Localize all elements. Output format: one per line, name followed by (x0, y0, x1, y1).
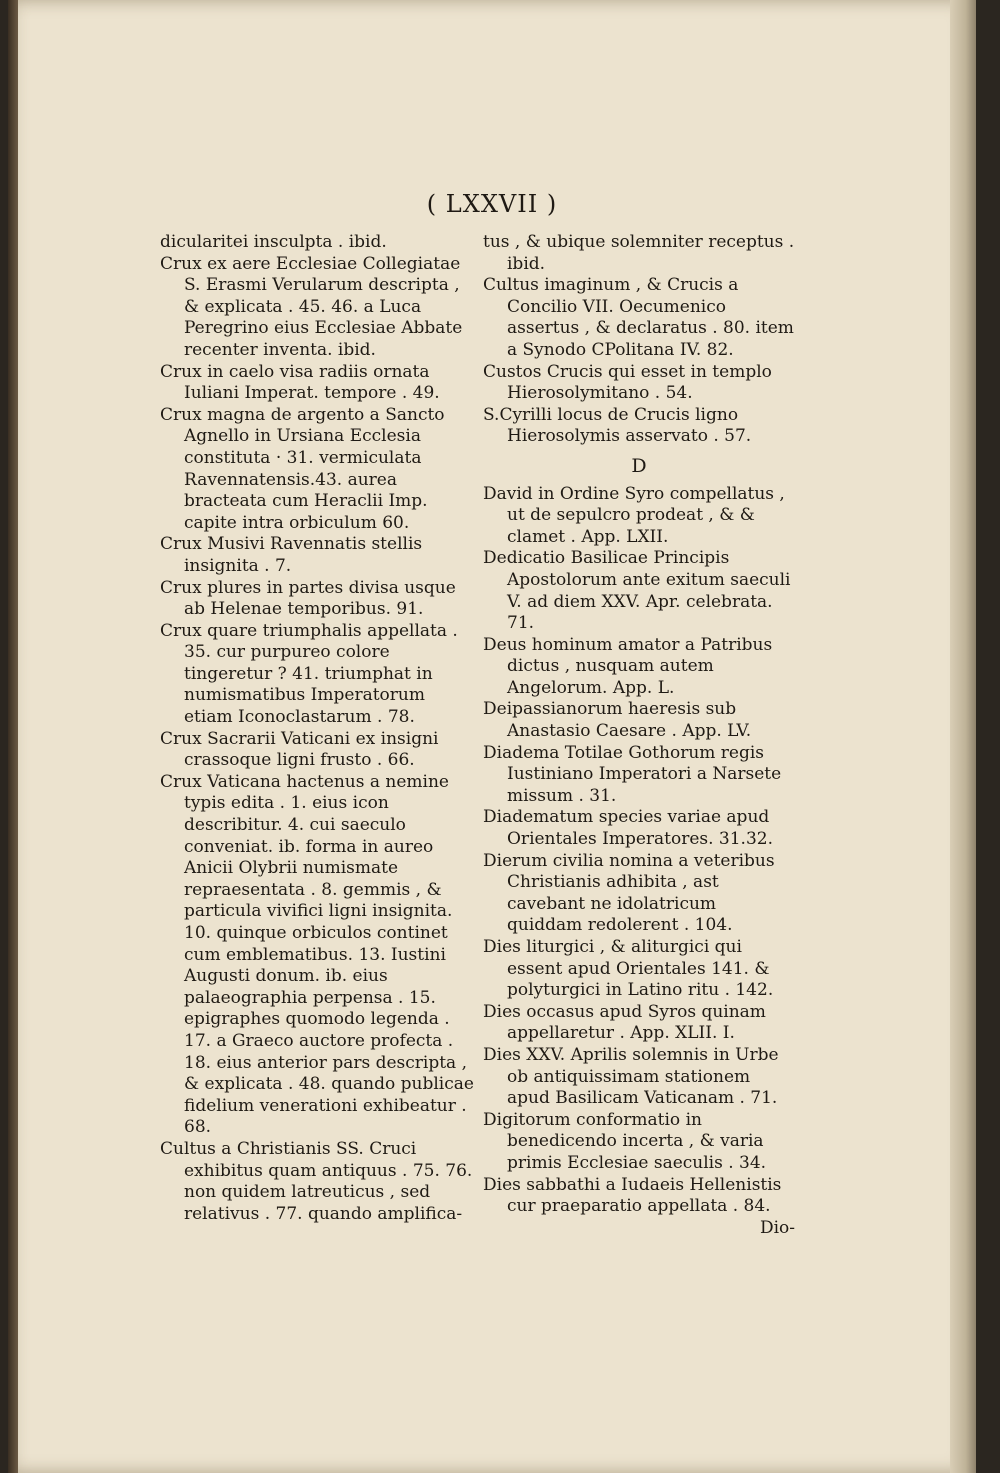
index-entry: Crux ex aere Ecclesiae Collegiatae S. Erasmi Verularum descripta , & explicata . 45. 46. a Luca Peregrino eius Ecclesiae Abbate recenter inventa. ibid. (160, 253, 463, 360)
index-entry: Crux plures in partes divisa usque ab Helenae temporibus. 91. (160, 577, 456, 620)
index-entry: tus , & ubique solemniter receptus . ibid. (483, 232, 795, 274)
book-page (8, 0, 976, 1473)
index-entry: Diadematum species variae apud Orientales Imperatores. 31.32. (483, 807, 773, 850)
page-header: ( LXXVII ) (426, 190, 558, 218)
index-entry: Dedicatio Basilicae Principis Apostolorum ante exitum saeculi V. ad diem XXV. Apr. celebrata. 71. (483, 548, 791, 634)
index-entry: Dies XXV. Aprilis solemnis in Urbe ob antiquissimam stationem apud Basilicam Vaticanam . 71. (483, 1044, 779, 1109)
index-entry: Crux in caelo visa radiis ornata Iuliani Imperat. tempore . 49. (160, 361, 440, 404)
index-entry: Crux Musivi Ravennatis stellis insignita . 7. (160, 534, 423, 576)
index-entry: Custos Crucis qui esset in templo Hierosolymitano . 54. (483, 361, 772, 404)
index-entry: Crux Sacrarii Vaticani ex insigni crassoque ligni frusto . 66. (160, 728, 439, 771)
page-edge (950, 0, 976, 1473)
index-entry: David in Ordine Syro compellatus , ut de sepulcro prodeat , & & clamet . App. LXII. (483, 483, 785, 547)
index-entry: Dierum civilia nomina a veteribus Christianis adhibita , ast cavebant ne idolatricum quiddam redolerent . 104. (483, 850, 775, 936)
right-column (483, 232, 795, 1239)
index-entry: Diadema Totilae Gothorum regis Iustiniano Imperatori a Narsete missum . 31. (483, 742, 782, 806)
index-entry: Crux Vaticana hactenus a nemine typis edita . 1. eius icon describitur. 4. cui saeculo conveniat. ib. forma in aureo Anicii Olybrii numismate repraesentata . 8. gemmis , & particula vivifici ligni insignita. 10. quinque orbiculos continet cum emblematibus. 13. Iustini Augusti donum. ib. eius palaeographia perpensa . 15. epigraphes quomodo legenda . 17. a Graeco auctore profecta . 18. eius anterior pars descripta , & explicata . 48. quando publicae fidelium venerationi exhibeatur . 68. (160, 771, 474, 1138)
index-entry: Deus hominum amator a Patribus dictus , nusquam autem Angelorum. App. L. (483, 634, 773, 698)
index-entry: Cultus imaginum , & Crucis a Concilio VII. Oecumenico assertus , & declaratus . 80. item a Synodo CPolitana IV. 82. (483, 275, 794, 360)
index-entry: dicularitei insculpta . ibid. (160, 232, 387, 252)
index-entry: Deipassianorum haeresis sub Anastasio Caesare . App. LV. (483, 699, 752, 742)
index-entry: Digitorum conformatio in benedicendo incerta , & varia primis Ecclesiae saeculis . 34. (483, 1109, 767, 1173)
index-entry: Crux magna de argento a Sancto Agnello in Ursiana Ecclesia constituta · 31. vermiculata Ravennatensis.43. aurea bracteata cum Heraclii Imp. capite intra orbiculum 60. (160, 404, 445, 533)
index-entry: Dies liturgici , & aliturgici qui essent apud Orientales 141. & polyturgici in Latino ritu . 142. (483, 937, 774, 1001)
left-column (160, 232, 478, 1225)
index-entry: S.Cyrilli locus de Crucis ligno Hierosolymis asservato . 57. (483, 404, 752, 447)
binding-edge (8, 0, 18, 1473)
index-entry: Dies sabbathi a Iudaeis Hellenistis cur praeparatio appellata . 84. (483, 1174, 782, 1217)
index-entry: Dies occasus apud Syros quinam appellaretur . App. XLII. I. (483, 1001, 766, 1044)
section-letter: D (631, 454, 647, 477)
index-entry: Crux quare triumphalis appellata . 35. cur purpureo colore tingeretur ? 41. triumphat in numismatibus Imperatorum etiam Iconoclastarum . 78. (160, 620, 458, 728)
catchword: Dio- (759, 1217, 795, 1238)
index-entry: Cultus a Christianis SS. Cruci exhibitus quam antiquus . 75. 76. non quidem latreuticus , sed relativus . 77. quando amplifica- (160, 1138, 473, 1224)
